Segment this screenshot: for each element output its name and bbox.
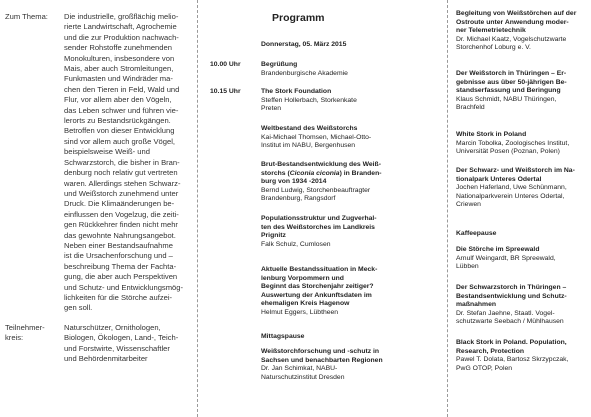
program-item-speaker: PwG OTOP, Polen [456,364,513,372]
program-item-speaker: Storchenhof Loburg e. V. [456,44,531,52]
topic-line: Funkmasten und Windräder ma- [64,74,173,84]
program-item-title: standserfassung und Beringung [456,87,561,95]
topic-line: Druck. Die Klimaänderungen be- [64,199,175,209]
program-item-speaker: Lübben [456,263,479,271]
program-item-title: Ostroute unter Anwendung moder- [456,18,569,26]
program-item [261,125,386,151]
program-item-speaker: Preten [261,105,282,113]
participants-line: und Behördenmitarbeiter [64,354,148,364]
topic-line: Betroffen von dieser Entwicklung [64,126,175,136]
program-item-title: Beginnt das Storchenjahr zeitiger? [261,283,374,291]
participants-line: Biologen, Ökologen, Land-, Teich- [64,333,179,343]
program-item [456,230,591,239]
topic-line: sender Rohstoffe zunehmenden [64,43,172,53]
program-item-title: Mittagspause [261,333,305,340]
program-item-speaker: Helmut Eggers, Lübtheen [261,308,339,316]
program-item-speaker: Marcin Tobolka, Zoologisches Institut, [456,139,570,147]
program-item [261,333,386,342]
program-item-speaker: Steffen Hollerbach, Storkenkate [261,96,357,104]
program-item-title: tionalpark Unteres Odertal [456,175,542,183]
program-title: Programm [272,12,325,24]
topic-line: Die industrielle, großflächig melio- [64,12,179,21]
program-item [261,215,386,249]
program-item-title: Sachsen und benachbarten Regionen [261,356,383,364]
program-item-title: Begleitung von Weißstörchen auf der [456,10,577,17]
topic-line: das Leben schwer und führen vie- [64,105,179,115]
topic-line: Neben einer Bestandsaufnahme [64,240,173,250]
program-item-title: Der Schwarz- und Weißstorch im Na- [456,167,575,174]
topic-label: Zum Thema: [5,12,48,21]
program-item-title: burg von 1934 -2014 [261,178,327,186]
program-item [456,284,591,327]
topic-line: rierte Landwirtschaft, Agrochemie [64,22,177,32]
participants-label [5,323,61,344]
fold-line-right [447,0,448,417]
program-item-speaker: Kai-Michael Thomsen, Michael-Otto- [261,133,372,141]
participants-line: Naturschützer, Ornithologen, [64,323,161,332]
program-item-speaker: Arnulf Weingardt, BR Spreewald, [456,254,556,262]
program-item-title: Kaffeepause [456,230,497,237]
program-item [456,246,591,272]
program-date-text: Donnerstag, 05. März 2015 [261,41,347,48]
program-item-title: storchs (Ciconia ciconia) in Branden- [261,169,382,177]
program-item-speaker: Naturschutzinstitut Dresden [261,373,345,381]
program-item-title: ten des Weißstorches im Landkreis [261,223,375,231]
program-time: 10.00 Uhr [210,61,241,68]
program-item-title: The Stork Foundation [261,88,332,95]
program-item-speaker: Brandenburgische Akademie [261,69,348,77]
program-item-title: Prignitz [261,232,286,240]
topic-line: denburg noch relativ gut vertreten [64,168,178,178]
program-item-speaker: Criewen [456,201,481,209]
program-item-speaker: Nationalparkverein Unteres Odertal, [456,192,565,200]
program-item-speaker: Dr. Jan Schimkat, NABU- [261,365,338,373]
program-item-title: Black Stork in Poland. Population, [456,339,567,346]
program-item-title: Bestandsentwicklung und Schutz- [456,292,567,300]
program-item-speaker: schutzwarte Seebach / Mühlhausen [456,318,564,326]
program-item-title: Der Weißstorch in Thüringen – Er- [456,70,567,77]
participants-line: und Forstwirte, Wissenschaftler [64,343,170,353]
topic-line: lichkeiten für die Störche aufzei- [64,292,173,302]
program-item [456,167,591,210]
program-item [456,70,591,113]
program-item-title: gebnisse aus über 50-jährigen Be- [456,78,567,86]
topic-line: beispielsweise Weiß- und [64,147,150,157]
program-item-title: Begrüßung [261,61,298,68]
topic-line: und Schutz- und Entwicklungsmög- [64,282,184,292]
program-date [261,41,386,50]
program-item-speaker: Brachfeld [456,104,485,112]
topic-text [64,12,189,314]
topic-line: Mais, aber auch Stromleitungen, [64,64,174,74]
topic-line: gen soll. [64,303,93,313]
program-item-speaker: Bernd Ludwig, Storchenbeauftragter [261,186,371,194]
program-item [261,61,386,78]
program-item [456,10,591,53]
program-item-title: Aktuelle Bestandssituation in Meck- [261,266,378,273]
topic-line: Flur, vor allem aber den Vögeln, [64,95,172,105]
program-item-title: Auswertung der Ankunftsdaten im [261,291,372,299]
topic-line: gen Rückkehrer finden nicht mehr [64,220,178,230]
program-item-title: White Stork in Poland [456,131,527,138]
program-item-title: lenburg Vorpommern und [261,274,344,282]
topic-line: Monokulturen, insbesondere von [64,53,175,63]
program-item-title: Der Schwarzstorch in Thüringen – [456,284,567,291]
fold-line-left [197,0,198,417]
topic-line: beschreibung Thema der Fachta- [64,261,177,271]
program-item-speaker: Jochen Haferland, Uwe Schünmann, [456,184,567,192]
program-time: 10.15 Uhr [210,88,241,95]
topic-line: sind vor allem auch große Vögel, [64,136,176,146]
participants-label-line-1: Teilnehmer- [5,323,45,332]
program-item [261,348,386,382]
program-item-speaker: Dr. Stefan Jaehne, Staatl. Vogel- [456,309,555,317]
program-item [456,339,591,373]
topic-line: einflussen den Vogelzug, die zeiti- [64,209,179,219]
program-item-speaker: Universität Posen (Poznan, Polen) [456,148,560,156]
program-item-speaker: Pawel T. Dolata, Bartosz Skrzypczak, [456,356,569,364]
topic-line: und Weißstorch zunehmend unter [64,188,179,198]
topic-line: ist die Ursachenforschung und – [64,251,173,261]
program-item-title: Populationsstruktur und Zugverhal- [261,215,377,222]
program-item-title: Weltbestand des Weißstorchs [261,125,358,132]
program-item-title: Die Störche im Spreewald [456,246,540,253]
participants-text [64,323,189,365]
program-item-title: ner Telemetrietechnik [456,27,526,35]
program-item-title: Weißstorchforschung und -schutz in [261,348,380,355]
program-item [261,161,386,204]
topic-line: waren. Allerdings stehen Schwarz- [64,178,181,188]
program-item-title: Research, Protection [456,347,524,355]
program-item-title: maßnahmen [456,301,497,309]
topic-line: Schwarzstorch, die bisher in Bran- [64,157,180,167]
program-item-speaker: Dr. Michael Kaatz, Vogelschutzwarte [456,35,567,43]
topic-line: lerorts zu Bestandsrückgängen. [64,116,171,126]
program-item-title: ehemaligen Kreis Hagenow [261,300,350,308]
program-item-speaker: Klaus Schmidt, NABU Thüringen, [456,95,557,103]
participants-label-line-2: kreis: [5,333,24,343]
program-item-speaker: Brandenburg, Rangsdorf [261,195,336,203]
program-item-speaker: Institut im NABU, Bergenhusen [261,142,356,150]
topic-line: gung, die aber auch Perspektiven [64,272,178,282]
program-item [456,131,591,157]
topic-line: und die zur Produktion nachwach- [64,32,179,42]
topic-line: das gewohnte Nahrungsangebot. [64,230,176,240]
program-item [261,266,386,318]
program-item-speaker: Falk Schulz, Cumlosen [261,240,331,248]
program-item-title: Brut-Bestandsentwicklung des Weiß- [261,161,381,168]
program-item [261,88,386,114]
topic-line: chen den Tieren in Feld, Wald und [64,84,180,94]
scientific-name: Ciconia ciconia [289,169,340,177]
